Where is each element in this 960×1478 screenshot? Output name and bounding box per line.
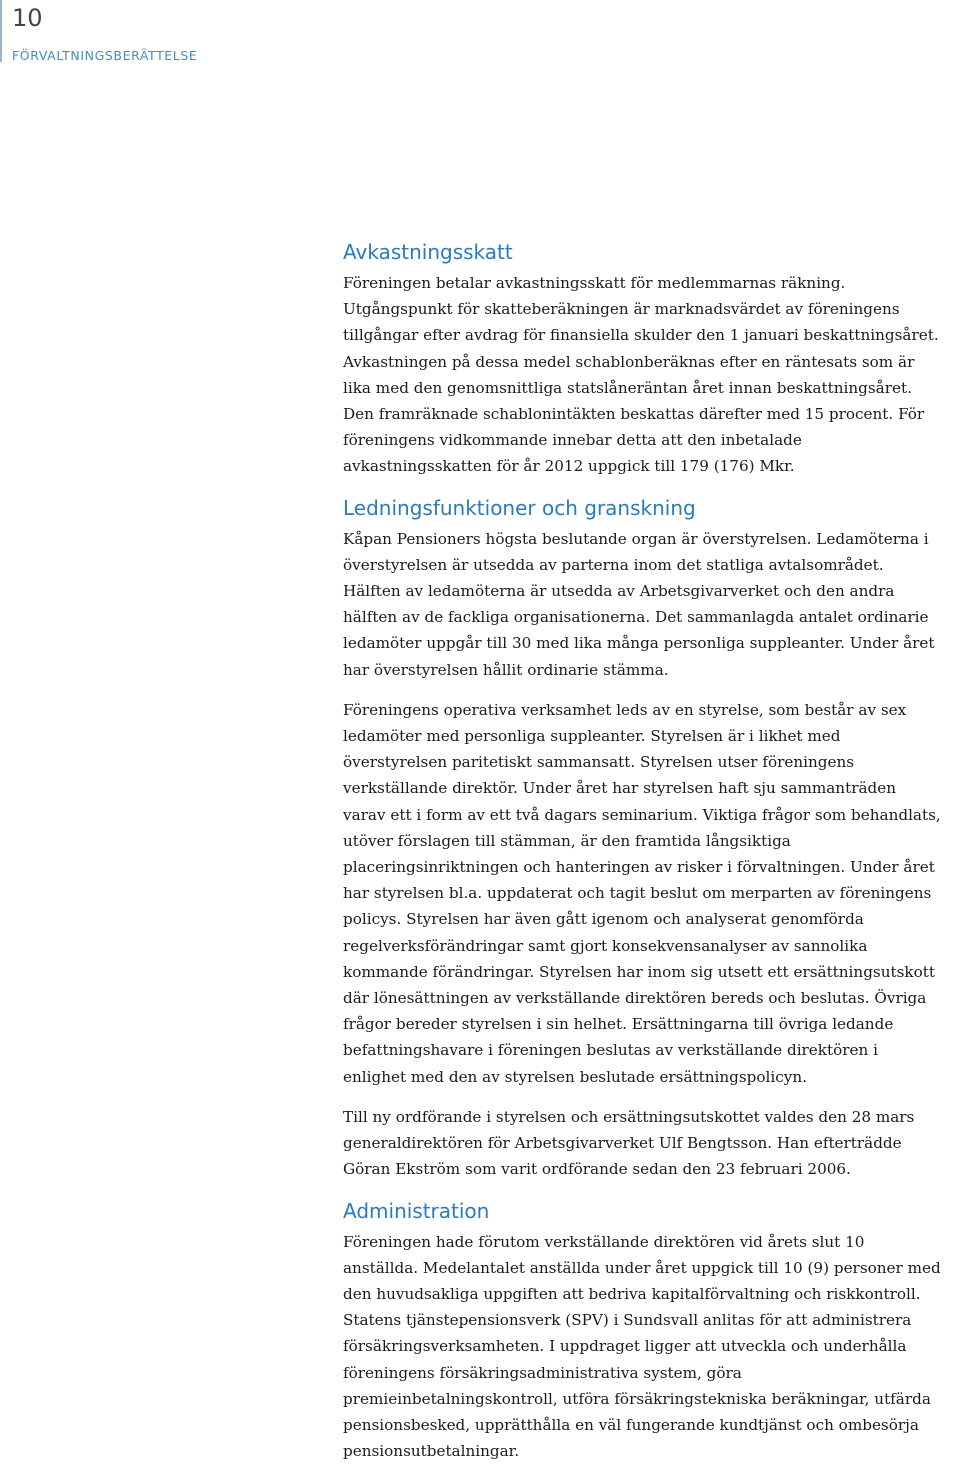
section-ledningsfunktioner — [343, 494, 941, 1183]
paragraph: Föreningens operativa verksamhet leds av en styrelse, som består av sex ledamöter med personliga suppleanter. Styrelsen är i likhet med överstyrelsen paritetiskt sammansatt. Styrelsen utser föreningens verkställande direktör. Under året har styrelsen haft sju sammanträden varav ett i form av ett två dagars seminarium. Viktiga frågor som behandlats, utöver förslagen till stämman, är den framtida långsiktiga placeringsinriktningen och hanteringen av risker i förvaltningen. Under året har styrelsen bl.a. uppdaterat och tagit beslut om merparten av föreningens policys. Styrelsen har även gått igenom och analyserat genomförda regelverksförändringar samt gjort konsekvensanalyser av sannolika kommande förändringar. Styrelsen har inom sig utsett ett ersättningsutskott där lönesättningen av verkställande direktören bereds och beslutas. Övriga frågor bereder styrelsen i sin helhet. Ersättningarna till övriga ledande befattningshavare i föreningen beslutas av verkställande direktören i enlighet med den av styrelsen beslutade ersättningspolicyn. — [343, 700, 941, 1086]
section-avkastningsskatt — [343, 238, 941, 480]
paragraph: Föreningen hade förutom verkställande direktören vid årets slut 10 anställda. Medelantalet anställda under året uppgick till 10 (9) personer med den huvudsakliga uppgiften att bedriva kapitalförvaltning och riskkontroll. Statens tjänstepensionsverk (SPV) i Sundsvall anlitas för att administrera försäkringsverksamheten. I uppdraget ligger att utveckla och underhålla föreningens försäkringsadministrativa system, göra premieinbetalningskontroll, utföra försäkringstekniska beräkningar, utfärda pensionsbesked, upprätthålla en väl fungerande kundtjänst och ombesörja pensionsutbetalningar. — [343, 1232, 941, 1461]
paragraph: Till ny ordförande i styrelsen och ersättningsutskottet valdes den 28 mars generaldirektören för Arbetsgivarverket Ulf Bengtsson. Han efterträdde Göran Ekström som varit ordförande sedan den 23 februari 2006. — [343, 1107, 915, 1179]
page-number: 10 — [12, 4, 43, 32]
section-title: Administration — [343, 1198, 490, 1223]
section-title: Ledningsfunktioner och granskning — [343, 495, 696, 520]
paragraph: Föreningen betalar avkastningsskatt för medlemmarnas räkning. Utgångspunkt för skatteberäkningen är marknadsvärdet av föreningens tillgångar efter avdrag för finansiella skulder den 1 januari beskattningsåret. Avkastningen på dessa medel schablonberäknas efter en räntesats som är lika med den genomsnittliga statslåneräntan året innan beskattningsåret. Den framräknade schablonintäkten beskattas därefter med 15 procent. För föreningens vidkommande innebar detta att den inbetalade avkastningsskatten för år 2012 uppgick till 179 (176) Mkr. — [343, 274, 939, 476]
main-content — [343, 238, 941, 1478]
running-header: FÖRVALTNINGSBERÄTTELSE — [12, 48, 198, 63]
section-administration — [343, 1197, 941, 1465]
header-rule — [0, 0, 2, 62]
section-title: Avkastningsskatt — [343, 240, 513, 264]
paragraph: Kåpan Pensioners högsta beslutande organ är överstyrelsen. Ledamöterna i överstyrelsen är utsedda av parterna inom det statliga avtalsområdet. Hälften av ledamöterna är utsedda av Arbetsgivarverket och den andra hälften av de fackliga organisationerna. Det sammanlagda antalet ordinarie ledamöter uppgår till 30 med lika många personliga suppleanter. Under året har överstyrelsen hållit ordinarie stämma. — [343, 529, 935, 679]
